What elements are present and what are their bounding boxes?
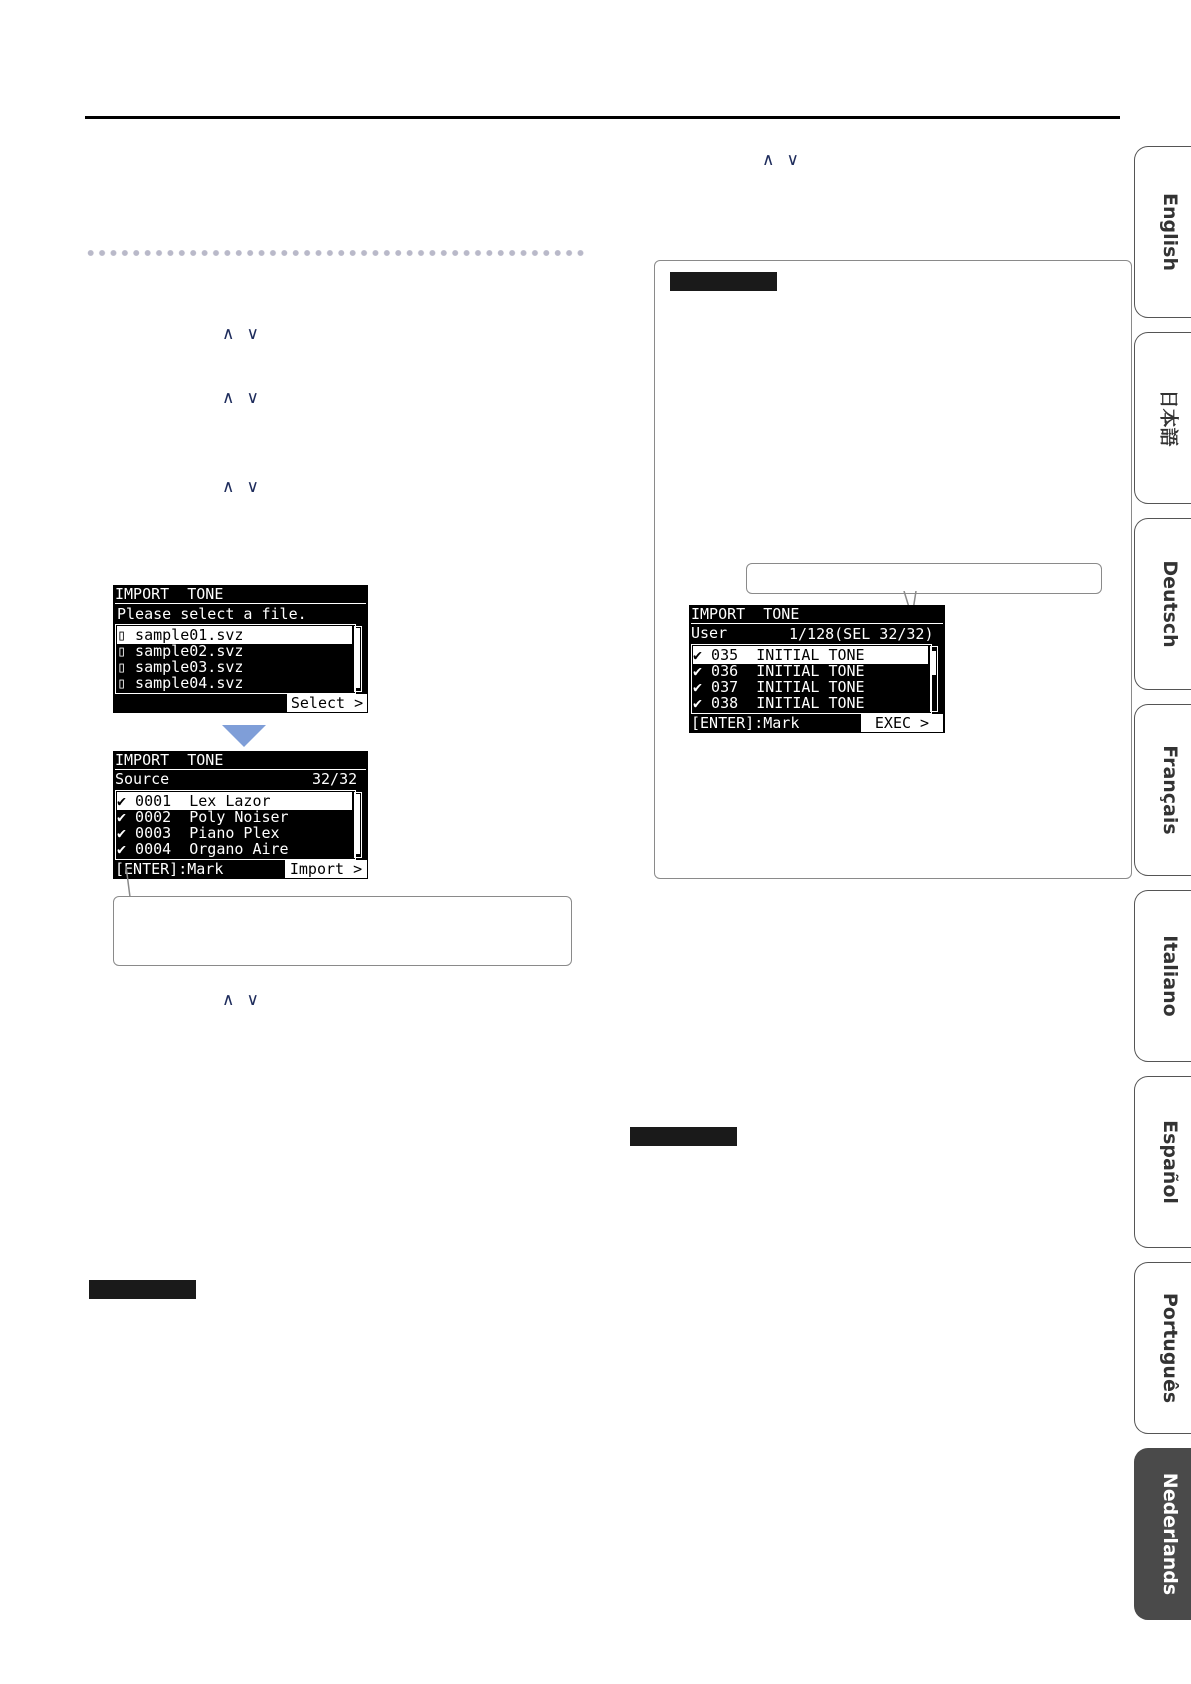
file-list-item[interactable]: ▯ sample04.svz [117,674,244,692]
tab-italiano[interactable] [1134,890,1191,1062]
lcd-title: IMPORT TONE [691,605,943,624]
up-down-arrows-step2 [222,390,259,407]
tab-label: Español [1159,1120,1181,1204]
scrollbar[interactable] [354,792,362,858]
tone-list [691,644,932,714]
scrollbar-thumb[interactable] [356,794,360,854]
lcd-user-label: User [691,624,728,642]
lcd-footer-hint: [ENTER]:Mark [691,714,800,732]
down-arrow-icon: ∨ [786,150,799,170]
up-down-arrows-right [762,152,799,169]
file-list [115,624,356,694]
lcd-file-select-screen [113,585,368,713]
tab-francais[interactable] [1134,704,1191,876]
scrollbar[interactable] [930,646,938,712]
down-arrow-icon: ∨ [246,388,259,408]
tab-label: Deutsch [1159,560,1181,648]
up-arrow-icon: ∧ [222,388,235,408]
note-heading-bar [670,272,777,291]
tone-list [115,790,356,860]
tone-list-item[interactable]: ✔ 037 INITIAL TONE [693,678,865,696]
lcd-footer-hint: [ENTER]:Mark [115,860,224,878]
lcd-user-list-screen [689,605,945,733]
up-arrow-icon: ∧ [222,477,235,497]
lcd-prompt: Please select a file. [117,605,307,623]
lcd-source-list-screen [113,751,368,879]
tab-espanol[interactable] [1134,1076,1191,1248]
file-list-item[interactable]: ▯ sample01.svz [117,626,352,644]
callout-box [746,563,1102,594]
tab-english[interactable] [1134,146,1191,318]
header-rule [85,116,1120,119]
tab-label: Italiano [1159,935,1181,1017]
tab-label: Français [1159,745,1181,835]
tab-label: Nederlands [1159,1472,1181,1596]
file-list-item[interactable]: ▯ sample03.svz [117,658,244,676]
dotted-separator [85,246,585,260]
scrollbar-thumb[interactable] [356,628,360,688]
up-arrow-icon: ∧ [222,990,235,1010]
down-arrow-icon: ∨ [246,477,259,497]
note-heading-bar [89,1280,196,1299]
lcd-title: IMPORT TONE [115,585,366,604]
up-down-arrows-step1 [222,326,259,343]
callout-box [113,896,572,966]
exec-button[interactable]: EXEC > [861,714,943,732]
tone-list-item[interactable]: ✔ 0002 Poly Noiser [117,808,289,826]
up-down-arrows-step4 [222,992,259,1009]
tone-list-item[interactable]: ✔ 0001 Lex Lazor [117,792,352,810]
note-heading-bar [630,1127,737,1146]
tone-list-item[interactable]: ✔ 038 INITIAL TONE [693,694,865,712]
tab-deutsch[interactable] [1134,518,1191,690]
lcd-source-label: Source [115,770,170,788]
up-arrow-icon: ∧ [222,324,235,344]
tone-list-item[interactable]: ✔ 0003 Piano Plex [117,824,280,842]
tone-list-item[interactable]: ✔ 036 INITIAL TONE [693,662,865,680]
lcd-title: IMPORT TONE [115,751,366,770]
tab-label: English [1159,193,1181,271]
lcd-count: 32/32 [312,770,358,788]
file-list-item[interactable]: ▯ sample02.svz [117,642,244,660]
tab-nederlands[interactable] [1134,1448,1191,1620]
tone-list-item[interactable]: ✔ 035 INITIAL TONE [693,646,928,664]
callout-pointer [120,866,150,898]
tab-portugues[interactable] [1134,1262,1191,1434]
down-arrow-icon: ∨ [246,324,259,344]
import-button[interactable]: Import > [285,860,367,878]
flow-arrow-icon [222,725,266,747]
down-arrow-icon: ∨ [246,990,259,1010]
tone-list-item[interactable]: ✔ 0004 Organo Aire [117,840,289,858]
tab-label: Português [1159,1292,1181,1404]
scrollbar-thumb[interactable] [932,651,936,675]
up-down-arrows-step3 [222,479,259,496]
tab-japanese[interactable] [1134,332,1191,504]
up-arrow-icon: ∧ [762,150,775,170]
select-button[interactable]: Select > [287,694,367,712]
lcd-selection-count: 1/128(SEL 32/32) [789,625,934,643]
tab-label: 日本語 [1157,389,1180,447]
scrollbar[interactable] [354,626,362,692]
